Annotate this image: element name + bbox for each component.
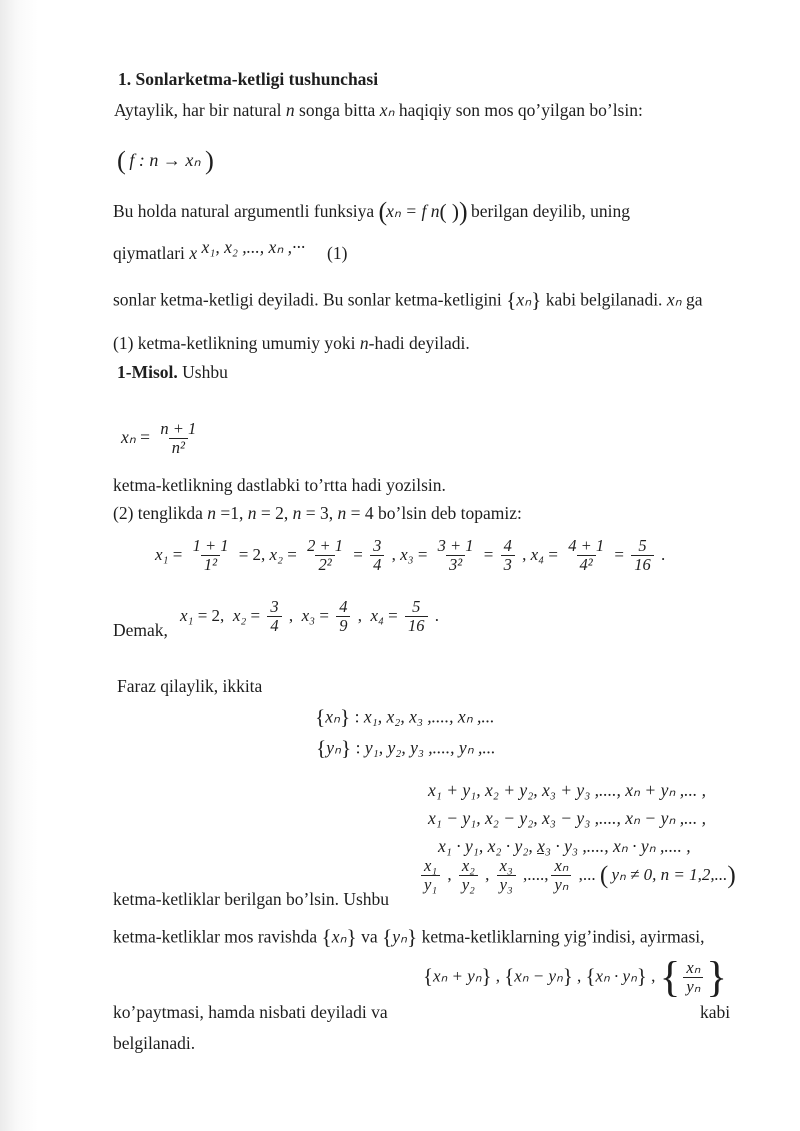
label-demak: Demak, bbox=[113, 620, 168, 640]
para-faraz: Faraz qilaylik, ikkita bbox=[117, 676, 263, 696]
formula-quotient: $\frac{\text{x₁}}{\text{y₁}}$ , $\frac{\text{x₂}}{\text{y₂}}$ , $\frac{\text{x₃}}{\text{y₃}}$ ,...., $\frac{\text{xₙ}}{\text{yₙ}}$ ,... ( yₙ ≠ 0, n = 1,2,...) bbox=[418, 857, 735, 895]
para-misol-heading: 1-Misol. Ushbu bbox=[117, 362, 228, 382]
formula-seq-x: {xₙ} : x₁, x₂, x₃ ,...., xₙ ,... bbox=[315, 705, 495, 729]
formula-seq-y: {yₙ} : y₁, y₂, y₃ ,...., yₙ ,... bbox=[316, 736, 496, 760]
para-umumiy-had: (1) ketma-ketlikning umumiy yoki n-hadi deyiladi. bbox=[113, 333, 470, 353]
section-title: 1. Sonlarketma-ketligi tushunchasi bbox=[118, 69, 379, 89]
para-bu-holda: Bu holda natural argumentli funksiya (xₙ = f n( )) berilgan deyilib, uning bbox=[113, 197, 630, 226]
para-qiymatlari: qiymatlari x x₁, x₂ ,..., xₙ ,··· (1) bbox=[113, 237, 348, 263]
formula-sum: x₁ + y₁, x₂ + y₂, x₃ + y₃ ,...., xₙ + yₙ ,... , bbox=[428, 780, 706, 800]
formula-xn: xₙ = $\frac{n + 1}{\text{n²}}$ bbox=[121, 419, 197, 458]
para-belgilanadi: belgilanadi. bbox=[113, 1033, 196, 1053]
para-dastlabki: ketma-ketlikning dastlabki to’rtta hadi yozilsin. bbox=[113, 475, 446, 495]
formula-diff: x₁ − y₁, x₂ − y₂, x₃ − y₃ ,...., xₙ − yₙ ,... , bbox=[428, 808, 706, 828]
para-berilgan: ketma-ketliklar berilgan bo’lsin. Ushbu bbox=[113, 889, 390, 909]
equation-x1-x4: x₁ = $\frac{1 + 1}{\text{1²}}$ = 2, x₂ = $\frac{2 + 1}{\text{2²}}$ = $\frac{3}{4}$ , x₃ = $\frac{3 + 1}{\text{3²}}$ = $\frac{4}{3}$ , x₄ = $\frac{4 + 1}{\text{4²}}$ = $\frac{5}{16}$ . bbox=[155, 536, 666, 575]
formula-f-map: ( f : n → xₙ ) bbox=[117, 145, 213, 175]
para-kopaytmasi: ko’paytmasi, hamda nisbati deyiladi va bbox=[113, 1002, 388, 1022]
equation-demak-values: x₁ = 2, x₂ = $\frac{3}{4}$ , x₃ = $\frac{4}{9}$ , x₄ = $\frac{5}{16}$ . bbox=[180, 597, 439, 636]
para-aytaylik: Aytaylik, har bir natural n songa bitta xₙ haqiqiy son mos qo’yilgan bo’lsin: bbox=[114, 100, 643, 120]
para-sonlar-ketma-ketligi: sonlar ketma-ketligi deyiladi. Bu sonlar ketma-ketligini {xₙ} kabi belgilanadi. xₙ ga bbox=[113, 288, 703, 312]
label-kabi: kabi bbox=[700, 1002, 731, 1022]
formula-prod: x₁ · y₁, x₂ · y₂, x₃ · y₃ ,...., xₙ · yₙ ,.... , bbox=[438, 836, 691, 856]
para-tenglikda: (2) tenglikda n =1, n = 2, n = 3, n = 4 bo’lsin deb topamiz: bbox=[113, 503, 522, 523]
para-mos-ravishda: ketma-ketliklar mos ravishda {xₙ} va {yₙ} ketma-ketliklarning yig’indisi, ayirmasi, bbox=[113, 925, 705, 949]
formula-operations: {xₙ + yₙ} , {xₙ − yₙ} , {xₙ · yₙ} , { $\frac{\text{xₙ}}{\text{yₙ}}$ } bbox=[423, 953, 728, 1001]
